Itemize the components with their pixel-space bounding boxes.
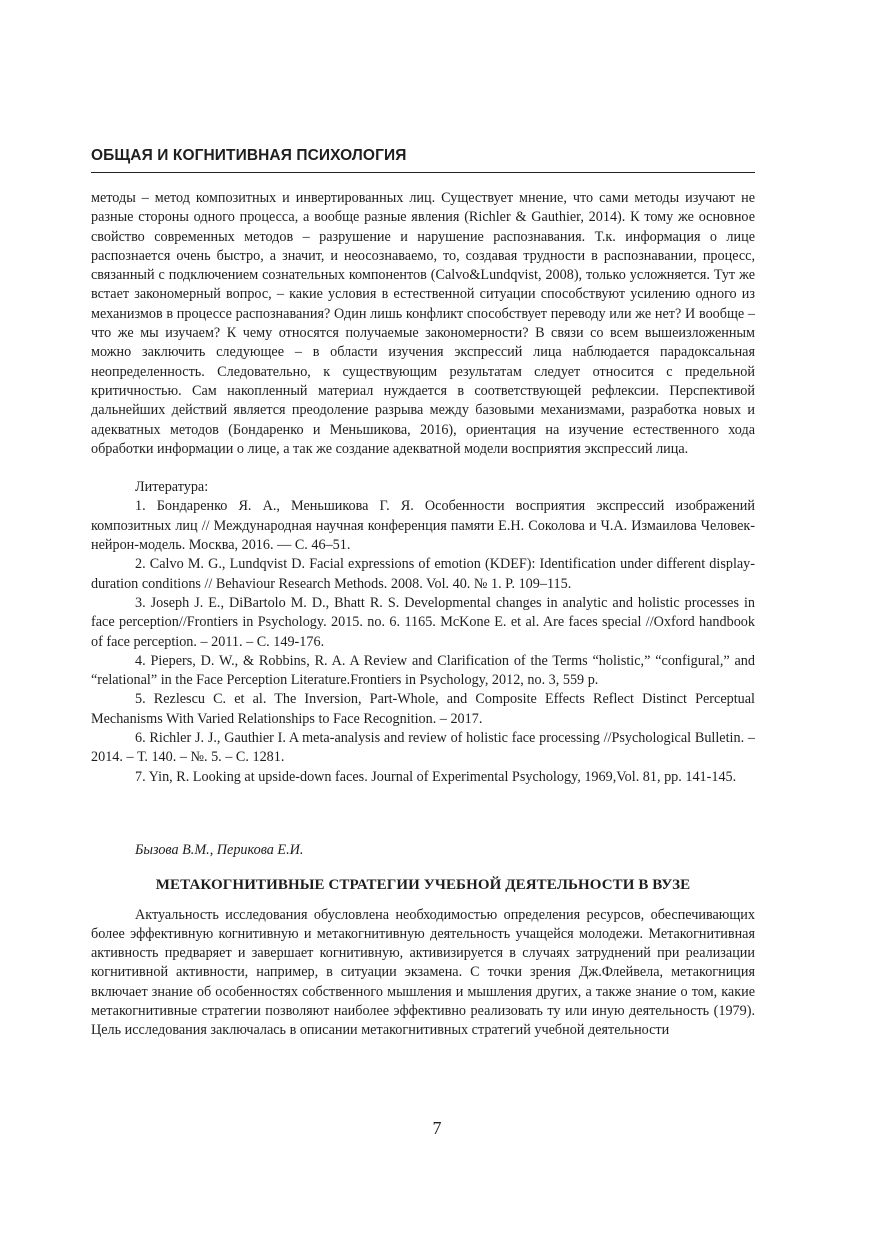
references-list bbox=[91, 497, 755, 786]
article-authors: Бызова В.М., Перикова Е.И. bbox=[135, 841, 304, 858]
reference-item: 2. Calvo M. G., Lundqvist D. Facial expressions of emotion (KDEF): Identification under different display-duration conditions // Behaviour Research Methods. 2008. Vol. 40. № 1. P. 109–115. bbox=[91, 556, 755, 592]
page-number: 7 bbox=[432, 1118, 442, 1138]
page-content bbox=[91, 189, 755, 1041]
reference-item: 4. Piepers, D. W., & Robbins, R. A. A Review and Clarification of the Terms “holistic,” “configural,” and “relational” in the Face Perception Literature.Frontiers in Psychology, 2012, no. 3, 559 p. bbox=[91, 652, 755, 689]
section-title: ОБЩАЯ И КОГНИТИВНАЯ ПСИХОЛОГИЯ bbox=[91, 147, 407, 164]
reference-item: 3. Joseph J. E., DiBartolo M. D., Bhatt R. S. Developmental changes in analytic and holistic processes in face perception//Frontiers in Psychology. 2015. no. 6. 1165. McKone E. et al. Are faces special //Oxford handbook of face perception. – 2011. – С. 149-176. bbox=[91, 594, 755, 650]
reference-item: 1. Бондаренко Я. А., Меньшикова Г. Я. Особенности восприятия экспрессий изображений композитных лиц // Международная научная конференция памяти Е.Н. Соколова и Ч.А. Измаилова Человек-нейрон-модель. Москва, 2016. — С. 46–51. bbox=[91, 498, 755, 554]
reference-item: 6. Richler J. J., Gauthier I. A meta-analysis and review of holistic face processing //Psychological Bulletin. – 2014. – Т. 140. – №. 5. – С. 1281. bbox=[91, 730, 755, 766]
running-header bbox=[91, 147, 755, 173]
references-heading: Литература: bbox=[135, 479, 209, 496]
reference-item: 5. Rezlescu C. et al. The Inversion, Part-Whole, and Composite Effects Reflect Distinct Perceptual Mechanisms With Varied Relationships to Face Recognition. – 2017. bbox=[91, 691, 755, 727]
reference-item: 7. Yin, R. Looking at upside-down faces. Journal of Experimental Psychology, 1969,Vol. 81, pp. 141-145. bbox=[135, 768, 737, 785]
article-title: МЕТАКОГНИТИВНЫЕ СТРАТЕГИИ УЧЕБНОЙ ДЕЯТЕЛЬНОСТИ В ВУЗЕ bbox=[155, 877, 691, 894]
body-paragraph: методы – метод композитных и инвертированных лиц. Существует мнение, что сами методы изучают не разные стороны одного процесса, а вообще разные явления (Richler & Gauthier, 2014). К тому же основное свойство современных методов – разрушение и нарушение распознавания. Т.к. информация о лице распознается очень быстро, а значит, и неосознаваемо, то, создавая трудности в распознавании, процесс, связанный с подключением сознательных компонентов (Calvo&Lundqvist, 2008), только усложняется. Тут же встает закономерный вопрос, – какие условия в естественной ситуации способствуют усилению одного из механизмов в процессе распознавания? Один лишь конфликт способствует переводу или же нет? И вообще – что же мы изучаем? К чему относятся получаемые закономерности? В связи со всем вышеизложенным можно заключить следующее – в области изучения экспрессий лица наблюдается парадоксальная неопределенность. Следовательно, к существующим результатам следует относится с предельной критичностью. Сам накопленный материал нуждается в соответствующей рефлексии. Перспективой дальнейших действий является преодоление разрыва между базовыми механизмами, разработка новых и адекватных методов (Бондаренко и Меньшикова, 2016), ориентация на изучение естественного хода обработки информации о лице, а так же создание адекватной модели восприятия экспрессий лица. bbox=[91, 190, 755, 457]
article-paragraph: Актуальность исследования обусловлена необходимостью определения ресурсов, обеспечивающих более эффективную когнитивную и метакогнитивную деятельность учащейся молодежи. Метакогнитивная активность предваряет и завершает когнитивную, активизируется в случаях затруднений при реализации когнитивной активности, например, в ситуации экзамена. С точки зрения Дж.Флейвела, метакогниция включает знание об особенностях собственного мышления и мышления других, а также знание о том, какие метакогнитивные стратегии позволяют наиболее эффективно реализовать ту или иную деятельность (1979). Цель исследования заключалась в описании метакогнитивных стратегий учебной деятельности bbox=[91, 906, 755, 1039]
